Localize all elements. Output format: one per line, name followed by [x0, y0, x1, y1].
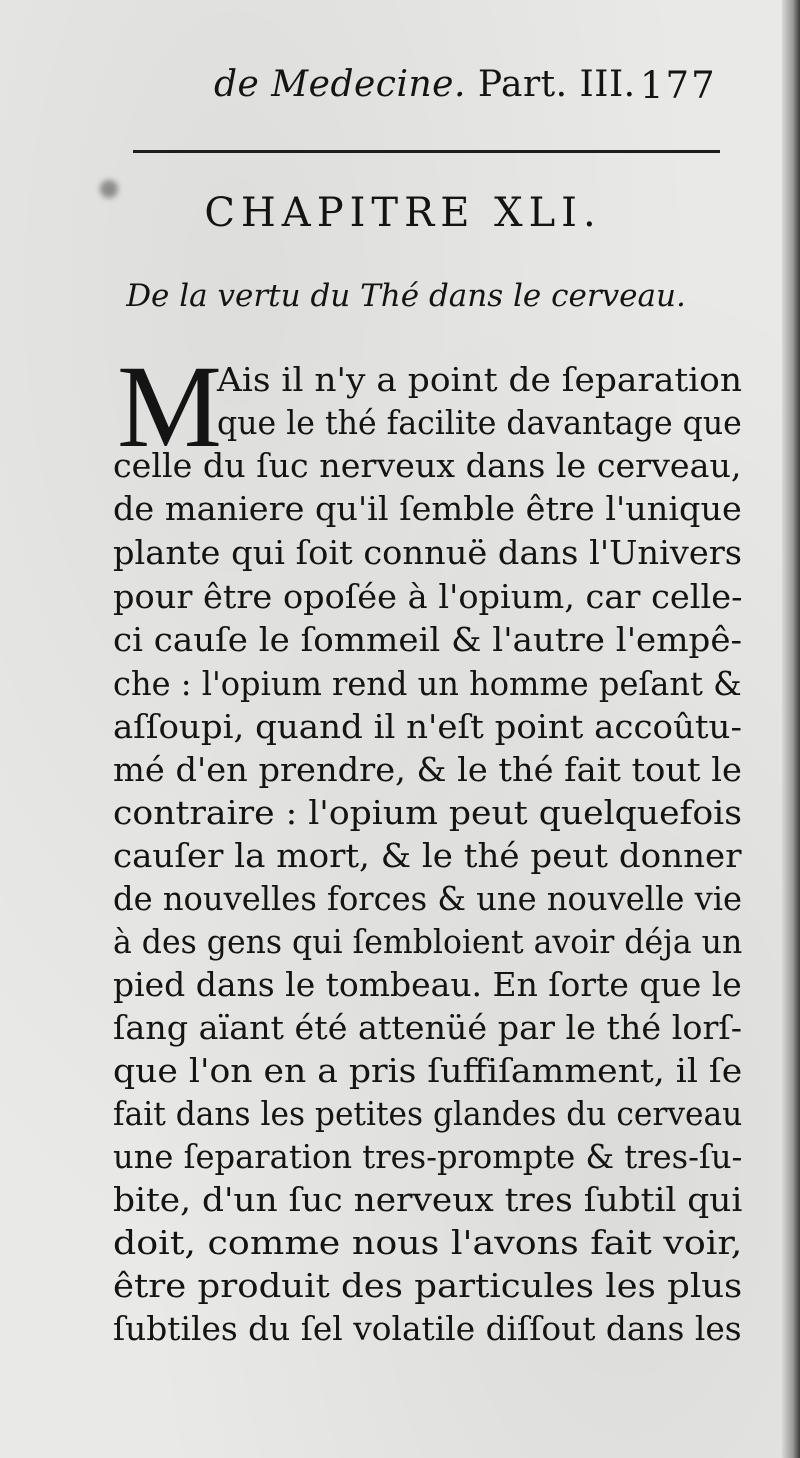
running-head — [0, 62, 782, 112]
text-line: che : l'opium rend un homme peſant & — [113, 665, 742, 703]
chapter-subtitle: De la vertu du Thé dans le cerveau. — [126, 278, 686, 314]
text-line: fait dans les petites glandes du cerveau — [113, 1095, 743, 1133]
text-line: Ais il n'y a point de ſeparation — [217, 361, 743, 399]
text-line: ci cauſe le ſommeil & l'autre l'empê- — [113, 621, 743, 659]
text-line: plante qui ſoit connuë dans l'Univers — [113, 534, 743, 572]
text-line: pour être opoſée à l'opium, car celle- — [113, 578, 743, 616]
drop-cap: M — [117, 341, 222, 472]
text-line: à des gens qui ſembloient avoir déja un — [113, 923, 743, 961]
running-head-title-italic: de Medecine. — [214, 64, 466, 105]
text-line: doit, comme nous l'avons fait voir, — [113, 1224, 743, 1262]
text-line: cauſer la mort, & le thé peut donner — [113, 837, 742, 875]
text-line: contraire : l'opium peut quelquefois — [113, 794, 742, 832]
chapter-heading: CHAPITRE XLI. — [204, 190, 602, 236]
text-line: mé d'en prendre, & le thé fait tout le — [113, 751, 742, 789]
page-number: 177 — [640, 64, 717, 107]
text-line: ſang aïant été attenüé par le thé lorſ- — [113, 1009, 743, 1047]
text-line: être produit des particules les plus — [113, 1267, 743, 1305]
text-line: celle du ſuc nerveux dans le cerveau, — [113, 447, 742, 485]
running-head-part: Part. III. — [477, 64, 636, 105]
running-head-title — [214, 64, 636, 105]
text-line: de maniere qu'il ſemble être l'unique — [113, 490, 742, 528]
text-line: que le thé facilite davantage que — [217, 404, 742, 442]
text-line: pied dans le tombeau. En ſorte que le — [113, 966, 742, 1004]
header-rule — [133, 150, 720, 153]
page-edge-shadow — [782, 0, 800, 1458]
text-line: une ſeparation tres-prompte & tres-ſu- — [113, 1138, 743, 1176]
text-line: bite, d'un ſuc nerveux tres ſubtil qui — [113, 1181, 743, 1219]
text-line: ſubtiles du ſel volatile diſſout dans les — [113, 1310, 742, 1348]
text-line: de nouvelles forces & une nouvelle vie — [113, 880, 743, 918]
text-line: aſſoupi, quand il n'eſt point accoûtu- — [113, 708, 742, 746]
text-line: que l'on en a pris ſuffiſamment, il ſe — [113, 1052, 743, 1090]
